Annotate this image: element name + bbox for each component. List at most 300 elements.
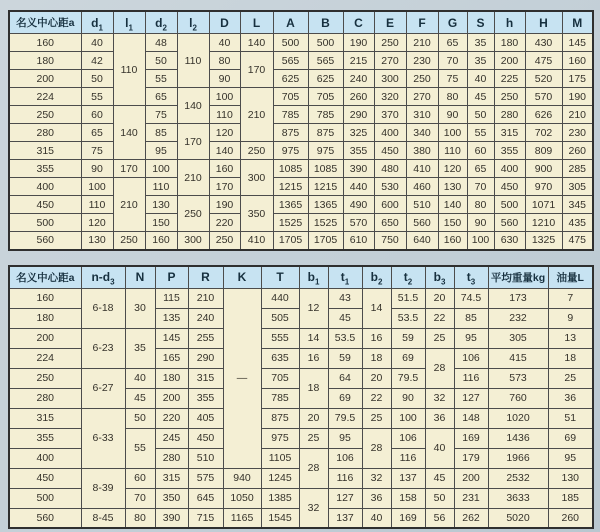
table-cell: 250 — [494, 88, 525, 106]
table-cell: 785 — [261, 388, 299, 408]
row-center-distance-cell: 250 — [9, 368, 81, 388]
table-cell: 650 — [374, 214, 406, 232]
table-cell: 1245 — [261, 468, 299, 488]
column-header-14: 油量L — [548, 266, 593, 289]
row-center-distance-cell: 280 — [9, 388, 81, 408]
column-header-7: $b_1$ — [299, 266, 328, 289]
table-cell: 110 — [209, 106, 240, 124]
table-cell: 80 — [209, 52, 240, 70]
table-cell: 250 — [113, 232, 145, 250]
table-cell: 635 — [261, 348, 299, 368]
table-cell: 20 — [425, 288, 454, 308]
table-cell: 25 — [425, 328, 454, 348]
table-cell: 53.5 — [391, 308, 425, 328]
column-header-1: $n-d_3$ — [81, 266, 125, 289]
table-cell: 250 — [177, 196, 209, 232]
table-cell: 6-23 — [81, 328, 125, 368]
table-cell: 900 — [525, 160, 562, 178]
column-header-8: $t_1$ — [328, 266, 362, 289]
table-cell: 180 — [494, 34, 525, 52]
column-header-7: A — [273, 11, 308, 34]
table-cell: 190 — [343, 34, 374, 52]
table-cell: 28 — [425, 348, 454, 388]
row-center-distance-cell: 400 — [9, 178, 81, 196]
table-cell: 430 — [525, 34, 562, 52]
table-cell: 260 — [562, 142, 593, 160]
table-cell: 95 — [548, 448, 593, 468]
table-cell: 405 — [188, 408, 223, 428]
table-cell: 450 — [188, 428, 223, 448]
table-cell: 150 — [438, 214, 467, 232]
table-row — [9, 288, 593, 308]
table-cell: 60 — [467, 142, 494, 160]
table-cell: 127 — [328, 488, 362, 508]
table-cell: 640 — [406, 232, 438, 250]
table-cell: 3633 — [488, 488, 548, 508]
table-cell: 190 — [209, 196, 240, 214]
table-cell: 110 — [113, 34, 145, 106]
table-cell: 28 — [299, 448, 328, 488]
table-cell: 35 — [467, 34, 494, 52]
table-cell: 50 — [467, 106, 494, 124]
table-cell: 50 — [425, 488, 454, 508]
table-cell: 100 — [467, 232, 494, 250]
column-header-4: R — [188, 266, 223, 289]
table-cell: 210 — [188, 288, 223, 308]
table-cell: 137 — [391, 468, 425, 488]
row-center-distance-cell: 180 — [9, 52, 81, 70]
table-cell: 400 — [374, 124, 406, 142]
table-cell: 45 — [125, 388, 155, 408]
table-cell: 200 — [494, 52, 525, 70]
table-cell: 13 — [548, 328, 593, 348]
row-center-distance-cell: 500 — [9, 488, 81, 508]
table-cell: 20 — [299, 408, 328, 428]
table-row — [9, 408, 593, 428]
table-cell: 450 — [374, 142, 406, 160]
table-cell: 760 — [488, 388, 548, 408]
table-cell: 600 — [374, 196, 406, 214]
table-cell: 110 — [177, 34, 209, 88]
table-row — [9, 178, 593, 196]
table-cell: 59 — [391, 328, 425, 348]
table-cell: 350 — [155, 488, 188, 508]
table-cell: 225 — [494, 70, 525, 88]
table-cell: 65 — [467, 160, 494, 178]
column-header-3: P — [155, 266, 188, 289]
table-cell: 160 — [209, 160, 240, 178]
table-cell: 12 — [299, 288, 328, 328]
table-cell: 573 — [488, 368, 548, 388]
table-cell: 255 — [188, 328, 223, 348]
table-cell: 530 — [374, 178, 406, 196]
table-row — [9, 70, 593, 88]
table-cell: 260 — [548, 508, 593, 528]
table-cell: 310 — [406, 106, 438, 124]
table-cell: 1085 — [308, 160, 343, 178]
table-cell: 250 — [209, 232, 240, 250]
table-cell: 110 — [145, 178, 177, 196]
table-cell: 450 — [494, 178, 525, 196]
table-cell: 7 — [548, 288, 593, 308]
row-center-distance-cell: 450 — [9, 468, 81, 488]
table-cell: 210 — [177, 160, 209, 196]
table-cell: 45 — [328, 308, 362, 328]
table-cell: 250 — [240, 142, 273, 160]
table-cell: 30 — [125, 288, 155, 328]
table-cell: 45 — [467, 88, 494, 106]
table-cell: 232 — [488, 308, 548, 328]
row-center-distance-cell: 560 — [9, 508, 81, 528]
table-row — [9, 124, 593, 142]
table-row — [9, 328, 593, 348]
table-cell: 200 — [454, 468, 488, 488]
table-cell: 1966 — [488, 448, 548, 468]
table-cell: 1105 — [261, 448, 299, 468]
table-cell: 440 — [261, 288, 299, 308]
table-cell: 390 — [155, 508, 188, 528]
table-cell: 505 — [261, 308, 299, 328]
table-cell: 51.5 — [391, 288, 425, 308]
table-cell: 140 — [240, 34, 273, 52]
column-header-6: L — [240, 11, 273, 34]
table-cell: 69 — [391, 348, 425, 368]
table-cell: 809 — [525, 142, 562, 160]
table-cell: 140 — [438, 196, 467, 214]
column-header-5: D — [209, 11, 240, 34]
row-center-distance-cell: 450 — [9, 196, 81, 214]
table-cell: 140 — [177, 88, 209, 124]
table-cell: 975 — [261, 428, 299, 448]
table-cell: 750 — [374, 232, 406, 250]
table-cell: 415 — [488, 348, 548, 368]
table-cell: 137 — [328, 508, 362, 528]
table-cell: 410 — [406, 160, 438, 178]
table-cell: 230 — [562, 124, 593, 142]
table-cell: 32 — [362, 468, 391, 488]
table-cell: 165 — [155, 348, 188, 368]
row-center-distance-cell: 224 — [9, 348, 81, 368]
table-cell: 74.5 — [454, 288, 488, 308]
table-cell: 1365 — [308, 196, 343, 214]
table-cell: 175 — [562, 70, 593, 88]
table-cell: 626 — [525, 106, 562, 124]
table-cell: 705 — [261, 368, 299, 388]
table-cell: 785 — [273, 106, 308, 124]
table-cell: 440 — [343, 178, 374, 196]
table-cell: 90 — [209, 70, 240, 88]
row-center-distance-cell: 160 — [9, 34, 81, 52]
table-cell: 90 — [467, 214, 494, 232]
table-cell: 240 — [188, 308, 223, 328]
table-cell: 22 — [425, 308, 454, 328]
table-cell: 390 — [343, 160, 374, 178]
table-cell: 106 — [328, 448, 362, 468]
row-center-distance-cell: 500 — [9, 214, 81, 232]
table-cell: 645 — [188, 488, 223, 508]
table-cell: 25 — [362, 408, 391, 428]
column-header-5: K — [223, 266, 261, 289]
table-cell: 40 — [81, 34, 113, 52]
column-header-0: 名义中心距a — [9, 11, 81, 34]
table-cell: 170 — [113, 160, 145, 178]
column-header-4: $l_2$ — [177, 11, 209, 34]
table-cell: 145 — [155, 328, 188, 348]
table-cell: 145 — [562, 34, 593, 52]
table-cell: 715 — [188, 508, 223, 528]
row-center-distance-cell: 315 — [9, 142, 81, 160]
table-cell: 115 — [155, 288, 188, 308]
table-cell: 50 — [81, 70, 113, 88]
table-cell: 32 — [299, 488, 328, 528]
table-cell: 55 — [125, 428, 155, 468]
table-cell: 250 — [406, 70, 438, 88]
table-cell: 80 — [438, 88, 467, 106]
column-header-10: E — [374, 11, 406, 34]
table-row — [9, 106, 593, 124]
table-cell: 59 — [328, 348, 362, 368]
table-cell: 260 — [343, 88, 374, 106]
row-center-distance-cell: 160 — [9, 288, 81, 308]
table-cell: 435 — [562, 214, 593, 232]
table-cell: 300 — [374, 70, 406, 88]
table-cell: 95 — [454, 328, 488, 348]
table-cell: 36 — [425, 408, 454, 428]
table-cell: 55 — [81, 88, 113, 106]
table-cell: 100 — [209, 88, 240, 106]
column-header-13: 平均重量kg — [488, 266, 548, 289]
table-cell: 9 — [548, 308, 593, 328]
table-row — [9, 52, 593, 70]
table-cell: 100 — [391, 408, 425, 428]
table-cell: 1071 — [525, 196, 562, 214]
table-cell: 120 — [438, 160, 467, 178]
table-cell: 1215 — [308, 178, 343, 196]
table-cell: 475 — [562, 232, 593, 250]
table-cell: 130 — [438, 178, 467, 196]
table-cell: 169 — [391, 508, 425, 528]
table-cell: 35 — [125, 328, 155, 368]
table-cell: 95 — [145, 142, 177, 160]
column-header-15: H — [525, 11, 562, 34]
table-row — [9, 88, 593, 106]
table-cell: 160 — [562, 52, 593, 70]
table-cell: 315 — [188, 368, 223, 388]
table-cell: 380 — [406, 142, 438, 160]
table-cell: 70 — [438, 52, 467, 70]
table-cell: 100 — [145, 160, 177, 178]
table-cell: 158 — [391, 488, 425, 508]
table-cell: 6-18 — [81, 288, 125, 328]
row-center-distance-cell: 200 — [9, 70, 81, 88]
column-header-11: F — [406, 11, 438, 34]
column-header-10: $t_2$ — [391, 266, 425, 289]
table-cell: 1525 — [308, 214, 343, 232]
table-cell: 180 — [155, 368, 188, 388]
table-cell: 1215 — [273, 178, 308, 196]
table-cell: 625 — [308, 70, 343, 88]
table-cell: 215 — [343, 52, 374, 70]
table-cell: 65 — [145, 88, 177, 106]
table-cell: 130 — [81, 232, 113, 250]
table-cell: 570 — [525, 88, 562, 106]
table-cell: 500 — [273, 34, 308, 52]
table-cell: 2532 — [488, 468, 548, 488]
table-cell: 160 — [145, 232, 177, 250]
table-cell: 70 — [467, 178, 494, 196]
column-header-13: S — [467, 11, 494, 34]
table-cell: 410 — [240, 232, 273, 250]
table-row — [9, 160, 593, 178]
table-cell: 55 — [467, 124, 494, 142]
table-cell: 565 — [308, 52, 343, 70]
table-cell: 510 — [406, 196, 438, 214]
table-cell: 230 — [406, 52, 438, 70]
table-cell: 305 — [562, 178, 593, 196]
table-cell: 64 — [328, 368, 362, 388]
column-header-8: B — [308, 11, 343, 34]
table-cell: 170 — [209, 178, 240, 196]
table-cell: 290 — [343, 106, 374, 124]
row-center-distance-cell: 180 — [9, 308, 81, 328]
table-cell: 127 — [454, 388, 488, 408]
table-cell: 135 — [155, 308, 188, 328]
column-header-14: h — [494, 11, 525, 34]
table-row — [9, 232, 593, 250]
table-row — [9, 142, 593, 160]
table-cell: 8-45 — [81, 508, 125, 528]
table-cell: 610 — [343, 232, 374, 250]
column-header-3: $d_2$ — [145, 11, 177, 34]
table-cell: 290 — [188, 348, 223, 368]
table-cell: — — [223, 288, 261, 468]
table-cell: 370 — [374, 106, 406, 124]
table-cell: 106 — [391, 428, 425, 448]
table-cell: 500 — [308, 34, 343, 52]
table-cell: 42 — [81, 52, 113, 70]
table-cell: 75 — [145, 106, 177, 124]
table-cell: 50 — [145, 52, 177, 70]
table-cell: 231 — [454, 488, 488, 508]
table-row — [9, 368, 593, 388]
table-cell: 565 — [273, 52, 308, 70]
table-cell: 210 — [562, 106, 593, 124]
column-header-9: $b_2$ — [362, 266, 391, 289]
column-header-2: N — [125, 266, 155, 289]
table-cell: 262 — [454, 508, 488, 528]
table-cell: 325 — [343, 124, 374, 142]
row-center-distance-cell: 400 — [9, 448, 81, 468]
row-center-distance-cell: 315 — [9, 408, 81, 428]
table-cell: 210 — [406, 34, 438, 52]
table-row — [9, 34, 593, 52]
table-cell: 220 — [209, 214, 240, 232]
table-cell: 85 — [454, 308, 488, 328]
table-cell: 40 — [209, 34, 240, 52]
row-center-distance-cell: 200 — [9, 328, 81, 348]
table-cell: 80 — [467, 196, 494, 214]
header-row — [9, 266, 593, 289]
table-cell: 70 — [125, 488, 155, 508]
table-cell: 300 — [240, 160, 273, 196]
table-body — [9, 288, 593, 528]
table-cell: 270 — [406, 88, 438, 106]
table-cell: 300 — [177, 232, 209, 250]
table-cell: 100 — [81, 178, 113, 196]
table-cell: 285 — [562, 160, 593, 178]
table-cell: 1165 — [223, 508, 261, 528]
table-cell: 1436 — [488, 428, 548, 448]
table-cell: 6-27 — [81, 368, 125, 408]
table-cell: 400 — [494, 160, 525, 178]
table-cell: 320 — [374, 88, 406, 106]
column-header-12: $t_3$ — [454, 266, 488, 289]
table-cell: 475 — [525, 52, 562, 70]
table-cell: 315 — [155, 468, 188, 488]
table-cell: 85 — [145, 124, 177, 142]
table-cell: 1385 — [261, 488, 299, 508]
table-cell: 250 — [374, 34, 406, 52]
table-cell: 340 — [406, 124, 438, 142]
table-cell: 785 — [308, 106, 343, 124]
table-cell: 185 — [548, 488, 593, 508]
table-cell: 355 — [343, 142, 374, 160]
table-cell: 36 — [362, 488, 391, 508]
table-cell: 490 — [343, 196, 374, 214]
table-cell: 60 — [125, 468, 155, 488]
table-cell: 116 — [391, 448, 425, 468]
table-cell: 75 — [81, 142, 113, 160]
table-cell: 315 — [494, 124, 525, 142]
table-cell: 350 — [240, 196, 273, 232]
table-cell: 170 — [177, 124, 209, 160]
table-cell: 200 — [155, 388, 188, 408]
table-cell: 90 — [438, 106, 467, 124]
table-cell: 32 — [425, 388, 454, 408]
table-cell: 555 — [261, 328, 299, 348]
table-cell: 6-33 — [81, 408, 125, 468]
table-cell: 169 — [454, 428, 488, 448]
table-cell: 245 — [155, 428, 188, 448]
table-cell: 355 — [494, 142, 525, 160]
row-center-distance-cell: 560 — [9, 232, 81, 250]
table-cell: 875 — [308, 124, 343, 142]
table-cell: 970 — [525, 178, 562, 196]
table-cell: 56 — [425, 508, 454, 528]
table-cell: 210 — [240, 88, 273, 142]
table-cell: 120 — [81, 214, 113, 232]
table-cell: 140 — [113, 106, 145, 160]
table-cell: 240 — [343, 70, 374, 88]
table-cell: 140 — [209, 142, 240, 160]
table-cell: 875 — [273, 124, 308, 142]
table-cell: 69 — [548, 428, 593, 448]
table-cell: 460 — [406, 178, 438, 196]
table-cell: 75 — [438, 70, 467, 88]
table-cell: 355 — [188, 388, 223, 408]
table-cell: 110 — [438, 142, 467, 160]
column-header-0: 名义中心距a — [9, 266, 81, 289]
table-cell: 69 — [328, 388, 362, 408]
table-cell: 520 — [525, 70, 562, 88]
table-cell: 40 — [125, 368, 155, 388]
row-center-distance-cell: 355 — [9, 160, 81, 178]
column-header-9: C — [343, 11, 374, 34]
table-cell: 35 — [467, 52, 494, 70]
table-cell: 36 — [548, 388, 593, 408]
table-cell: 1545 — [261, 508, 299, 528]
table-cell: 1085 — [273, 160, 308, 178]
